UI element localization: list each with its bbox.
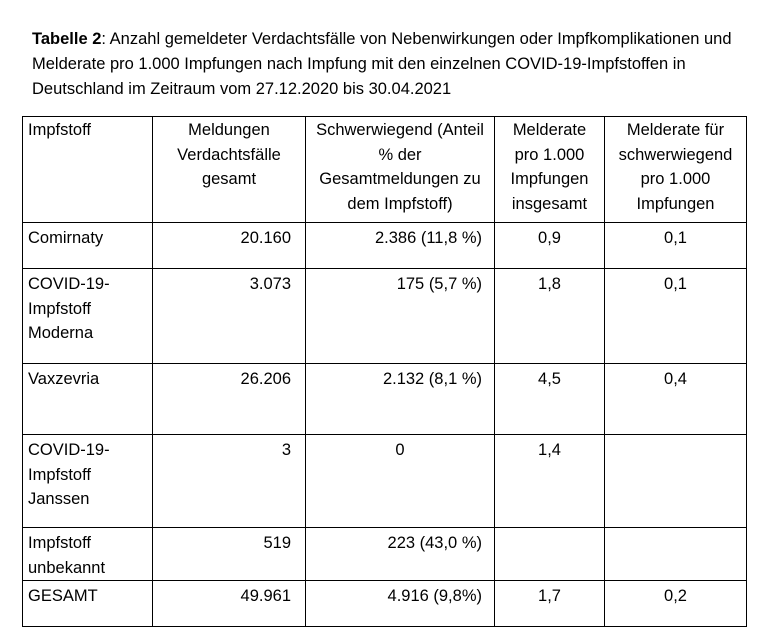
table-caption — [32, 27, 777, 102]
table-header-row — [23, 117, 747, 223]
cell-rate: 4,5 — [495, 364, 605, 435]
header-serious: Schwerwiegend (Anteil % der Gesamtmeldungen zu dem Impfstoff) — [306, 117, 495, 223]
cell-serious: 0 — [306, 435, 495, 528]
cell-serious-rate: 0,2 — [605, 581, 747, 627]
cell-serious-rate — [605, 435, 747, 528]
table-row — [23, 269, 747, 364]
cell-serious-rate: 0,4 — [605, 364, 747, 435]
cell-rate: 0,9 — [495, 223, 605, 269]
cell-vaccine: Comirnaty — [23, 223, 153, 269]
caption-label: Tabelle 2 — [32, 30, 102, 48]
header-rate: Melderate pro 1.000 Impfungen insgesamt — [495, 117, 605, 223]
cell-serious: 2.132 (8,1 %) — [306, 364, 495, 435]
cell-reports: 3.073 — [153, 269, 306, 364]
table-row-total — [23, 581, 747, 627]
cell-serious: 223 (43,0 %) — [306, 528, 495, 581]
cell-serious: 4.916 (9,8%) — [306, 581, 495, 627]
cell-serious: 175 (5,7 %) — [306, 269, 495, 364]
cell-vaccine: Vaxzevria — [23, 364, 153, 435]
cell-reports: 519 — [153, 528, 306, 581]
header-serious-rate: Melderate für schwerwiegend pro 1.000 Impfungen — [605, 117, 747, 223]
cell-vaccine: GESAMT — [23, 581, 153, 627]
cell-rate: 1,8 — [495, 269, 605, 364]
table-row — [23, 528, 747, 581]
cell-rate: 1,4 — [495, 435, 605, 528]
cell-rate: 1,7 — [495, 581, 605, 627]
cell-reports: 49.961 — [153, 581, 306, 627]
cell-serious-rate — [605, 528, 747, 581]
cell-vaccine: Impfstoff unbekannt — [23, 528, 153, 581]
cell-reports: 3 — [153, 435, 306, 528]
cell-serious-rate: 0,1 — [605, 269, 747, 364]
cell-reports: 20.160 — [153, 223, 306, 269]
table-row — [23, 223, 747, 269]
adverse-events-table — [22, 116, 747, 627]
cell-reports: 26.206 — [153, 364, 306, 435]
table-row — [23, 435, 747, 528]
caption-text: : Anzahl gemeldeter Verdachtsfälle von Nebenwirkungen oder Impfkomplikationen und Melderate pro 1.000 Impfungen nach Impfung mit den einzelnen COVID-19-Impfstoffen in Deutschland im Zeitraum vom 27.12.2020 bis 30.04.2021 — [32, 30, 732, 98]
cell-vaccine: COVID-19-Impfstoff Janssen — [23, 435, 153, 528]
table-row — [23, 364, 747, 435]
header-vaccine: Impfstoff — [23, 117, 153, 223]
cell-serious: 2.386 (11,8 %) — [306, 223, 495, 269]
cell-rate — [495, 528, 605, 581]
cell-vaccine: COVID-19-Impfstoff Moderna — [23, 269, 153, 364]
header-reports: Meldungen Verdachtsfälle gesamt — [153, 117, 306, 223]
cell-serious-rate: 0,1 — [605, 223, 747, 269]
